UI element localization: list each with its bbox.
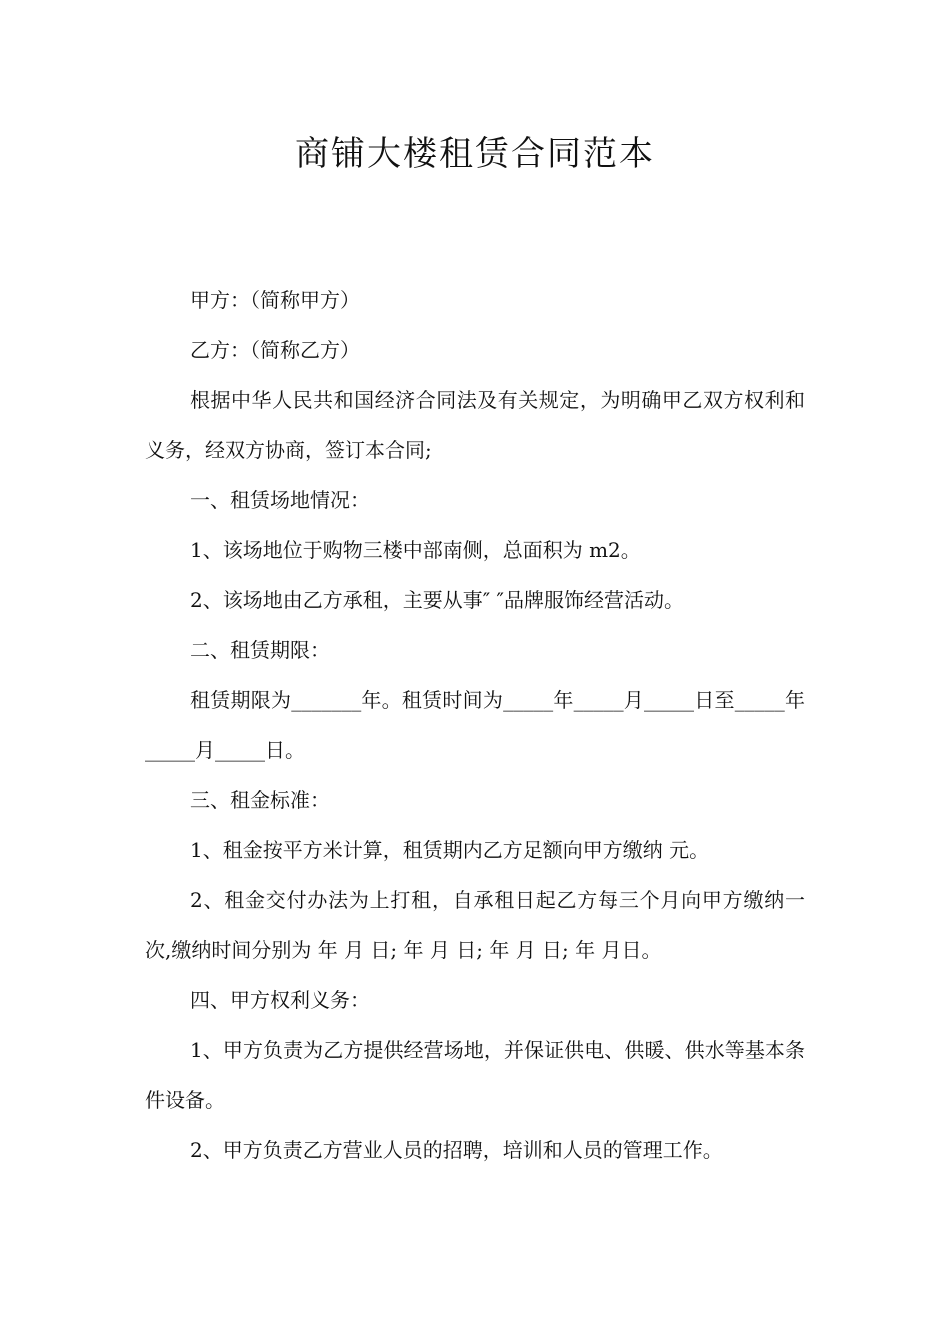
clause-4-2: 2、甲方负责乙方营业人员的招聘，培训和人员的管理工作。 (190, 1138, 723, 1162)
clause-3-2: 2、租金交付办法为上打租，自承租日起乙方每三个月向甲方缴纳一次,缴纳时间分别为 年 月 日; 年 月 日; 年 月 日; 年 月日。 (145, 888, 805, 962)
section-heading-1: 一、租赁场地情况： (190, 488, 370, 512)
party-a-line: 甲方：（简称甲方） (190, 288, 360, 312)
document-body (145, 275, 805, 1175)
lease-term-paragraph: 租赁期限为_______年。租赁时间为_____年_____月_____日至_____年_____月_____日。 (145, 688, 805, 762)
section-heading-4: 四、甲方权利义务： (190, 988, 370, 1012)
clause-1-1: 1、该场地位于购物三楼中部南侧，总面积为 m2。 (190, 538, 641, 562)
clause-1-2: 2、该场地由乙方承租，主要从事″ ″品牌服饰经营活动。 (190, 588, 685, 612)
party-b-line: 乙方：（简称乙方） (190, 338, 360, 362)
clause-4-1: 1、甲方负责为乙方提供经营场地，并保证供电、供暖、供水等基本条件设备。 (145, 1038, 805, 1112)
section-heading-2: 二、租赁期限： (190, 638, 330, 662)
preamble-paragraph: 根据中华人民共和国经济合同法及有关规定，为明确甲乙双方权利和义务，经双方协商，签订本合同; (145, 388, 805, 462)
document-title: 商铺大楼租赁合同范本 (295, 134, 655, 174)
clause-3-1: 1、租金按平方米计算，租赁期内乙方足额向甲方缴纳 元。 (190, 838, 710, 862)
section-heading-3: 三、租金标准： (190, 788, 330, 812)
